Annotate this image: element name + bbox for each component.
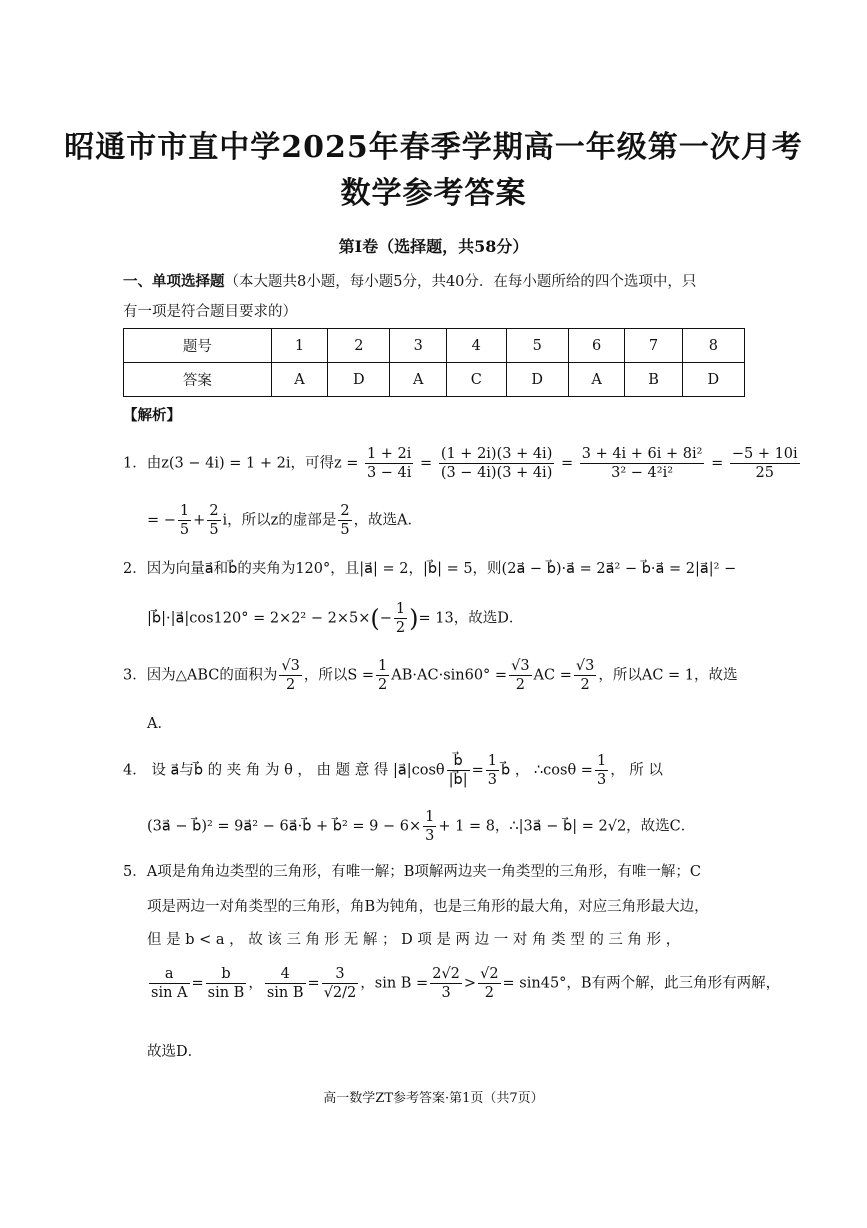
text: = 13，故选D．	[418, 610, 524, 627]
denominator: (3 − 4i)(3 + 4i)	[440, 465, 553, 481]
answer-cell: A	[568, 363, 625, 397]
denominator: sin B	[266, 985, 304, 1001]
fraction	[206, 965, 247, 1002]
denominator: 3	[487, 772, 498, 788]
denominator: 2	[515, 677, 525, 693]
instructions-text-2: 有一项是符合题目要求的）	[123, 304, 297, 320]
fraction	[207, 502, 220, 539]
denominator: sin B	[207, 985, 245, 1001]
numerator: b	[206, 965, 247, 984]
answer-cell: C	[446, 363, 506, 397]
page-footer: 高一数学ZT参考答案·第1页（共7页）	[323, 1091, 544, 1106]
numerator: √3	[281, 658, 300, 674]
text: =	[471, 762, 484, 779]
solution-5-line-1: 5．A项是角角边类型的三角形，有唯一解；B项解两边夹一角类型的三角形，有唯一解；C	[123, 864, 701, 880]
denominator: |b⃗|	[448, 772, 468, 788]
numerator: (1 + 2i)(3 + 4i)	[440, 446, 553, 462]
numerator: √3	[575, 658, 595, 674]
analysis-heading: 【解析】	[123, 407, 181, 424]
numerator: 3	[322, 965, 359, 984]
row-label: 题号	[124, 329, 272, 363]
numerator: a	[149, 965, 190, 984]
numerator: 2√2	[432, 966, 460, 982]
text: AB·AC·sin60° =	[391, 667, 508, 684]
fraction	[376, 657, 389, 694]
fraction	[486, 752, 499, 789]
numerator: √3	[511, 658, 530, 674]
answer-cell: A	[390, 363, 447, 397]
text: AC =	[533, 667, 572, 684]
table-row	[124, 329, 745, 363]
numerator: 1	[596, 753, 607, 769]
solution-5-line-2: 项是两边一对角类型的三角形，角B为钝角，也是三角形的最大角，对应三角形最大边，	[147, 899, 709, 915]
numerator: −5 + 10i	[731, 446, 798, 462]
answer-cell: A	[271, 363, 328, 397]
question-number: 5	[506, 329, 568, 363]
fraction	[423, 808, 436, 845]
question-number: 7	[625, 329, 682, 363]
fraction	[149, 965, 190, 1002]
text: ，sin B =	[360, 975, 429, 992]
numerator: √2	[480, 966, 499, 982]
solution-2-line-2: |b⃗|·|a⃗|cos120° = 2×2² − 2×5×(− $\frac{1}{2}$ )= 13，故选D．	[147, 601, 524, 636]
fraction	[279, 657, 301, 694]
solution-1-line-1: 1．由z(3 − 4i) = 1 + 2i，可得z = $\frac{1 + 2i}{3 - 4i}$ = $\frac{(1 + 2i)(3 + 4i)}{(3 - 4i)(3 + 4i)}$ = $\frac{\text{3 + 4i + 6i + 8i²}}{\text{3² − 4²i²}}$ = $\frac{-5 + 10i}{25}$	[123, 446, 798, 481]
text: =	[307, 975, 320, 992]
answer-cell: B	[625, 363, 682, 397]
denominator: 2	[484, 985, 494, 1001]
fraction	[730, 445, 800, 482]
numerator: 1	[378, 658, 388, 674]
text: ，故选A．	[353, 512, 423, 529]
fraction	[509, 657, 531, 694]
denominator: 3² − 4²i²	[611, 465, 674, 481]
fraction	[338, 502, 351, 539]
instructions	[123, 267, 748, 327]
fraction	[574, 657, 596, 694]
question-number: 4	[446, 329, 506, 363]
numerator: b⃗	[447, 752, 470, 771]
instructions-text: （本大题共8小题，每小题5分，共40分．在每小题所给的四个选项中，只	[224, 274, 697, 290]
answer-cell: D	[682, 363, 744, 397]
solution-5-line-4	[147, 965, 781, 1002]
numerator: 2	[340, 503, 350, 519]
denominator: 3	[441, 985, 451, 1001]
solution-3-line-2: A．	[147, 716, 172, 732]
numerator: 2	[209, 503, 219, 519]
denominator: 5	[209, 522, 219, 538]
fraction	[265, 965, 306, 1002]
fraction	[478, 965, 500, 1002]
document-title-line1: 昭通市市直中学2025年春季学期高一年级第一次月考	[64, 130, 803, 165]
text: ，所以S =	[303, 667, 375, 684]
text: b⃗ ， ∴cosθ =	[501, 762, 593, 779]
numerator: 1	[487, 753, 498, 769]
denominator: 2	[378, 677, 388, 693]
text: ， 所 以	[610, 762, 663, 779]
question-number: 8	[682, 329, 744, 363]
text: |b⃗|·|a⃗|cos120° = 2×2² − 2×5×	[147, 610, 371, 627]
text: ，	[248, 975, 263, 992]
denominator: 5	[179, 522, 190, 538]
fraction	[365, 445, 413, 482]
answer-cell: D	[506, 363, 568, 397]
text: 4． 设 a⃗与b⃗ 的 夹 角 为 θ ， 由 题 意 得 |a⃗|cosθ	[123, 762, 445, 779]
fraction	[447, 752, 470, 789]
answer-table	[123, 328, 745, 397]
table-row	[124, 363, 745, 397]
solution-5-line-5: 故选D．	[147, 1044, 203, 1060]
denominator: √2/2	[323, 985, 357, 1001]
answer-cell: D	[328, 363, 390, 397]
numerator: 1	[395, 601, 406, 617]
text: =	[191, 975, 204, 992]
section-heading: 第Ⅰ卷（选择题，共58分）	[338, 237, 529, 256]
text: ，所以AC = 1，故选	[598, 667, 738, 684]
text: 3．因为△ABC的面积为	[123, 667, 278, 684]
question-number: 1	[271, 329, 328, 363]
question-number: 3	[390, 329, 447, 363]
question-number: 2	[328, 329, 390, 363]
denominator: 2	[580, 677, 590, 693]
solution-4-line-1	[123, 752, 748, 789]
text: = sin45°，B有两个解，此三角形有两解，	[502, 975, 781, 992]
solution-2-line-1: 2．因为向量a⃗和b⃗的夹角为120°，且|a⃗| = 2，|b⃗| = 5，则(2a⃗ − b⃗)·a⃗ = 2a⃗² − b⃗·a⃗ = 2|a⃗|² −	[123, 561, 737, 577]
text: + 1 = 8，∴|3a⃗ − b⃗| = 2√2，故选C．	[438, 818, 696, 835]
denominator: 2	[395, 620, 406, 636]
numerator: 1	[179, 503, 190, 519]
denominator: 25	[755, 465, 774, 481]
text: >	[463, 975, 477, 992]
fraction	[595, 752, 608, 789]
row-label: 答案	[124, 363, 272, 397]
text: 1．由z(3 − 4i) = 1 + 2i，可得z =	[123, 455, 359, 472]
text: i，所以z的虚部是	[222, 512, 337, 529]
denominator: 3 − 4i	[366, 465, 412, 481]
denominator: sin A	[151, 985, 188, 1001]
numerator: 1 + 2i	[366, 446, 412, 462]
solution-4-line-2	[147, 808, 747, 845]
fraction	[394, 600, 407, 637]
fraction	[430, 965, 462, 1002]
denominator: 2	[285, 677, 296, 693]
denominator: 3	[596, 772, 607, 788]
denominator: 3	[425, 828, 435, 844]
denominator: 5	[340, 522, 350, 538]
numerator: 4	[265, 965, 306, 984]
fraction	[178, 502, 191, 539]
fraction	[322, 965, 359, 1002]
numerator: 3 + 4i + 6i + 8i²	[581, 446, 703, 462]
numerator: 1	[425, 809, 435, 825]
text: (3a⃗ − b⃗)² = 9a⃗² − 6a⃗·b⃗ + b⃗² = 9 − 6×	[147, 818, 422, 835]
fraction	[439, 445, 555, 482]
solution-5-line-3: 但 是 b < a ， 故 该 三 角 形 无 解 ； D 项 是 两 边 一 对 角 类 型 的 三 角 形 ，	[147, 932, 681, 948]
solution-3-line-1	[123, 657, 748, 694]
document-title-line2: 数学参考答案	[340, 176, 527, 211]
fraction	[580, 445, 705, 482]
solution-1-line-2	[147, 502, 747, 539]
question-number: 6	[568, 329, 625, 363]
text: = −	[147, 512, 176, 529]
text: +	[193, 512, 206, 529]
instructions-heading: 一、单项选择题	[123, 273, 225, 290]
